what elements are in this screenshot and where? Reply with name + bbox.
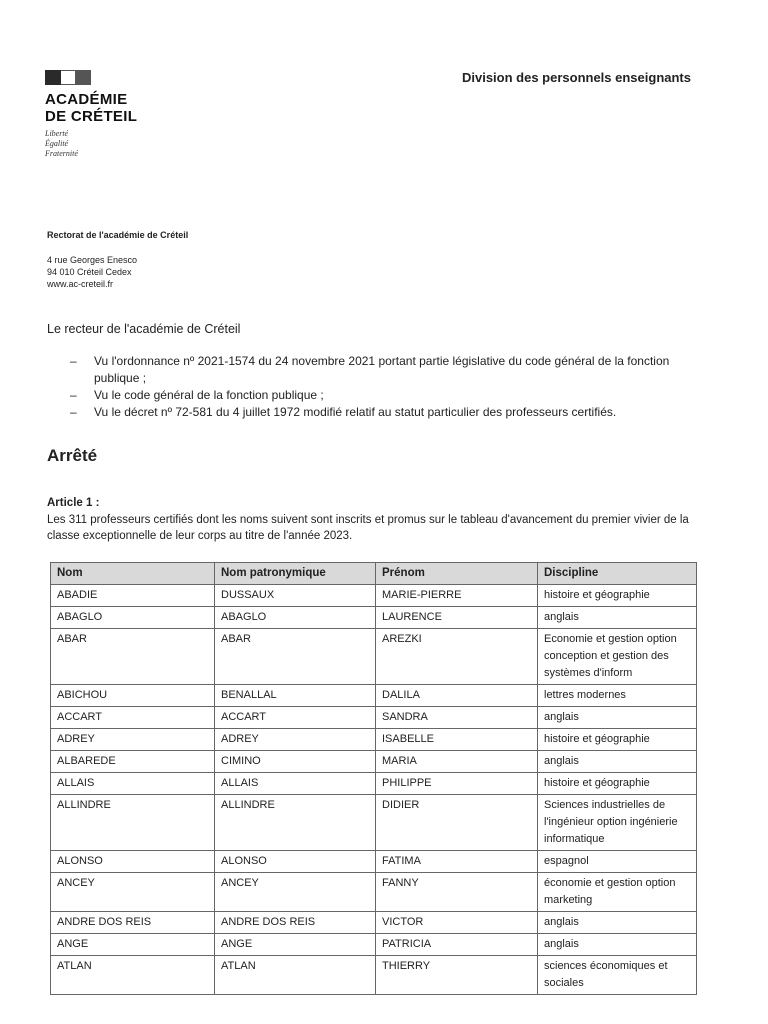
table-row [51,629,697,685]
cell-prenom: SANDRA [376,707,538,729]
cell-nom: ANCEY [51,873,215,912]
cell-nom: ABICHOU [51,685,215,707]
visa-item [70,387,700,404]
motto-egalite: Égalité [45,139,69,148]
table-row [51,912,697,934]
table-row [51,773,697,795]
cell-nom-patronymique: ANCEY [215,873,376,912]
cell-prenom: AREZKI [376,629,538,685]
table-row [51,956,697,995]
cell-nom: ANGE [51,934,215,956]
address-street: 4 rue Georges Enesco [47,255,138,265]
cell-prenom: PATRICIA [376,934,538,956]
visa-item [70,353,700,387]
table-row [51,934,697,956]
cell-nom: ALBAREDE [51,751,215,773]
cell-nom-patronymique: ACCART [215,707,376,729]
visa-text: Vu l'ordonnance nº 2021-1574 du 24 novembre 2021 portant partie législative du code général de la fonction publique ; [94,354,670,385]
table-row [51,585,697,607]
cell-discipline: Economie et gestion option conception et gestion des systèmes d'inform [538,629,697,685]
cell-nom-patronymique: ALLINDRE [215,795,376,851]
academie-logo [45,70,175,159]
cell-discipline: économie et gestion option marketing [538,873,697,912]
table-row [51,851,697,873]
org-name-line2: DE CRÉTEIL [45,108,138,125]
column-header-discipline: Discipline [538,563,697,585]
cell-prenom: FATIMA [376,851,538,873]
cell-nom-patronymique: ALLAIS [215,773,376,795]
table-row [51,729,697,751]
cell-discipline: espagnol [538,851,697,873]
table-row [51,685,697,707]
division-heading: Division des personnels enseignants [461,70,691,85]
table-row [51,607,697,629]
cell-prenom: LAURENCE [376,607,538,629]
cell-nom-patronymique: DUSSAUX [215,585,376,607]
cell-discipline: anglais [538,912,697,934]
cell-discipline: anglais [538,934,697,956]
cell-discipline: anglais [538,751,697,773]
dash-bullet: – [70,354,77,368]
column-header-nom: Nom [51,563,215,585]
cell-discipline: sciences économiques et sociales [538,956,697,995]
cell-nom: ADREY [51,729,215,751]
cell-discipline: lettres modernes [538,685,697,707]
postal-address [47,254,137,290]
cell-nom: ANDRE DOS REIS [51,912,215,934]
org-name [45,91,175,125]
org-name-line1: ACADÉMIE [45,91,128,108]
cell-prenom: DALILA [376,685,538,707]
dash-bullet: – [70,388,77,402]
cell-nom: ABADIE [51,585,215,607]
cell-nom-patronymique: CIMINO [215,751,376,773]
visa-text: Vu le code général de la fonction publique ; [94,388,324,402]
cell-discipline: histoire et géographie [538,729,697,751]
cell-prenom: DIDIER [376,795,538,851]
cell-discipline: anglais [538,707,697,729]
cell-prenom: ISABELLE [376,729,538,751]
cell-discipline: anglais [538,607,697,629]
cell-prenom: MARIE-PIERRE [376,585,538,607]
cell-prenom: THIERRY [376,956,538,995]
cell-nom-patronymique: BENALLAL [215,685,376,707]
cell-nom-patronymique: ABAGLO [215,607,376,629]
cell-nom-patronymique: ALONSO [215,851,376,873]
cell-nom: ALLINDRE [51,795,215,851]
cell-discipline: histoire et géographie [538,585,697,607]
article-title: Article 1 : [47,497,100,509]
dash-bullet: – [70,405,77,419]
table-row [51,873,697,912]
address-website: www.ac-creteil.fr [47,279,114,289]
cell-nom: ACCART [51,707,215,729]
marianne-flag-icon [45,70,91,85]
cell-prenom: PHILIPPE [376,773,538,795]
cell-prenom: FANNY [376,873,538,912]
table-row [51,751,697,773]
motto-fraternite: Fraternité [45,149,78,158]
cell-nom-patronymique: ADREY [215,729,376,751]
cell-nom: ABAR [51,629,215,685]
visa-text: Vu le décret nº 72-581 du 4 juillet 1972 modifié relatif au statut particulier des professeurs certifiés. [94,405,617,419]
cell-prenom: VICTOR [376,912,538,934]
column-header-prenom: Prénom [376,563,538,585]
visas-list [70,353,700,421]
article-text: Les 311 professeurs certifiés dont les noms suivent sont inscrits et promus sur le tableau d'avancement du premier vivier de la classe exceptionnelle de leur corps au titre de l'année 2023. [47,514,689,542]
cell-discipline: histoire et géographie [538,773,697,795]
cell-nom-patronymique: ABAR [215,629,376,685]
table-row [51,707,697,729]
table-header-row [51,563,697,585]
rectorat-heading: Rectorat de l'académie de Créteil [47,230,189,240]
recteur-line: Le recteur de l'académie de Créteil [47,322,241,336]
cell-nom-patronymique: ANDRE DOS REIS [215,912,376,934]
cell-discipline: Sciences industrielles de l'ingénieur option ingénierie informatique [538,795,697,851]
arrete-title: Arrêté [47,446,98,465]
cell-nom-patronymique: ATLAN [215,956,376,995]
visa-item [70,404,700,421]
cell-nom: ALLAIS [51,773,215,795]
teachers-table [50,562,697,995]
motto-liberte: Liberté [45,129,69,138]
column-header-nom-patronymique: Nom patronymique [215,563,376,585]
cell-nom: ALONSO [51,851,215,873]
republic-motto [45,129,175,159]
cell-nom: ABAGLO [51,607,215,629]
table-row [51,795,697,851]
address-city: 94 010 Créteil Cedex [47,267,132,277]
cell-nom: ATLAN [51,956,215,995]
cell-prenom: MARIA [376,751,538,773]
cell-nom-patronymique: ANGE [215,934,376,956]
